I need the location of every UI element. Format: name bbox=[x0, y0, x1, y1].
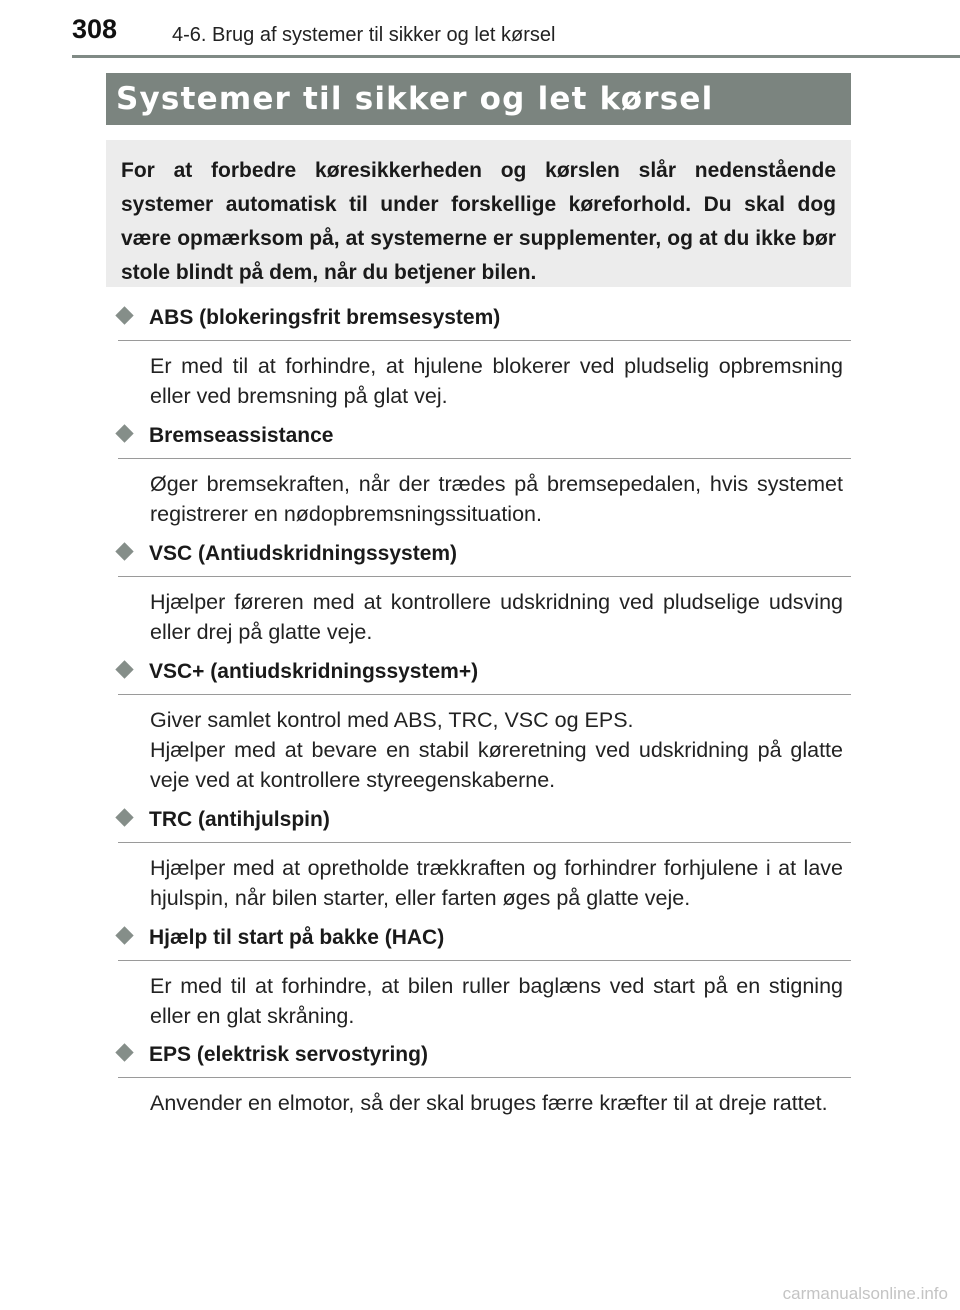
section-vsc bbox=[106, 542, 851, 647]
section-body bbox=[150, 705, 843, 795]
section-title: EPS (elektrisk servostyring) bbox=[149, 1043, 428, 1066]
section-trc bbox=[106, 808, 851, 913]
section-paragraph: Hjælper føreren med at kontrollere udskridning ved pludselige udsving eller drej på glatte veje. bbox=[150, 590, 843, 644]
section-paragraph: Er med til at forhindre, at bilen ruller baglæns ved start på en stigning eller en glat skråning. bbox=[150, 974, 843, 1028]
section-title: VSC (Antiudskridningssystem) bbox=[149, 542, 458, 565]
diamond-bullet-icon bbox=[115, 660, 133, 678]
diamond-bullet-icon bbox=[115, 306, 133, 324]
section-eps bbox=[106, 1043, 851, 1118]
section-paragraph: Hjælper med at bevare en stabil køreretning ved udskridning på glatte veje ved at kontrollere styreegenskaberne. bbox=[150, 738, 843, 792]
section-vsc-plus bbox=[106, 660, 851, 795]
section-body bbox=[150, 1088, 843, 1118]
section-title: Hjælp til start på bakke (HAC) bbox=[149, 926, 445, 949]
page-title-bar bbox=[106, 73, 851, 125]
section-brake-assist bbox=[106, 424, 851, 529]
section-heading bbox=[118, 424, 851, 459]
section-paragraph: Giver samlet kontrol med ABS, TRC, VSC og EPS. bbox=[150, 708, 634, 732]
section-paragraph: Er med til at forhindre, at hjulene blokerer ved pludselig opbremsning eller ved bremsning på glat vej. bbox=[150, 354, 843, 408]
section-heading bbox=[118, 542, 851, 577]
diamond-bullet-icon bbox=[115, 1043, 133, 1061]
section-body bbox=[150, 469, 843, 529]
section-heading bbox=[118, 660, 851, 695]
page-number: 308 bbox=[72, 14, 118, 44]
section-heading bbox=[118, 306, 851, 341]
section-title: ABS (blokeringsfrit bremsesystem) bbox=[149, 306, 501, 329]
watermark: carmanualsonline.info bbox=[782, 1284, 948, 1303]
section-abs bbox=[106, 306, 851, 411]
diamond-bullet-icon bbox=[115, 808, 133, 826]
section-body bbox=[150, 587, 843, 647]
section-heading bbox=[118, 808, 851, 843]
diamond-bullet-icon bbox=[115, 542, 133, 560]
diamond-bullet-icon bbox=[115, 424, 133, 442]
section-heading bbox=[118, 1043, 851, 1078]
section-paragraph: Øger bremsekraften, når der trædes på bremsepedalen, hvis systemet registrerer en nødopbremsningssituation. bbox=[150, 472, 843, 526]
section-title: VSC+ (antiudskridningssystem+) bbox=[149, 660, 479, 683]
running-header: 4-6. Brug af systemer til sikker og let kørsel bbox=[172, 24, 556, 46]
section-title: Bremseassistance bbox=[149, 424, 334, 447]
section-paragraph: Anvender en elmotor, så der skal bruges færre kræfter til at dreje rattet. bbox=[150, 1091, 828, 1115]
section-heading bbox=[118, 926, 851, 961]
section-paragraph: Hjælper med at opretholde trækkraften og forhindrer forhjulene i at lave hjulspin, når bilen starter, eller farten øges på glatte veje. bbox=[150, 856, 843, 910]
diamond-bullet-icon bbox=[115, 926, 133, 944]
section-title: TRC (antihjulspin) bbox=[149, 808, 330, 831]
intro-text: For at forbedre køresikkerheden og kørslen slår nedenstående systemer automatisk til under forskellige køreforhold. Du skal dog være opmærksom på, at systemerne er supplementer, og at du ikke bør stole blindt på dem, når du betjener bilen. bbox=[121, 159, 836, 284]
intro-box bbox=[106, 140, 851, 287]
section-hac bbox=[106, 926, 851, 1031]
section-body bbox=[150, 351, 843, 411]
section-body bbox=[150, 971, 843, 1031]
page-title: Systemer til sikker og let kørsel bbox=[116, 81, 714, 117]
header-divider bbox=[72, 55, 960, 58]
section-body bbox=[150, 853, 843, 913]
